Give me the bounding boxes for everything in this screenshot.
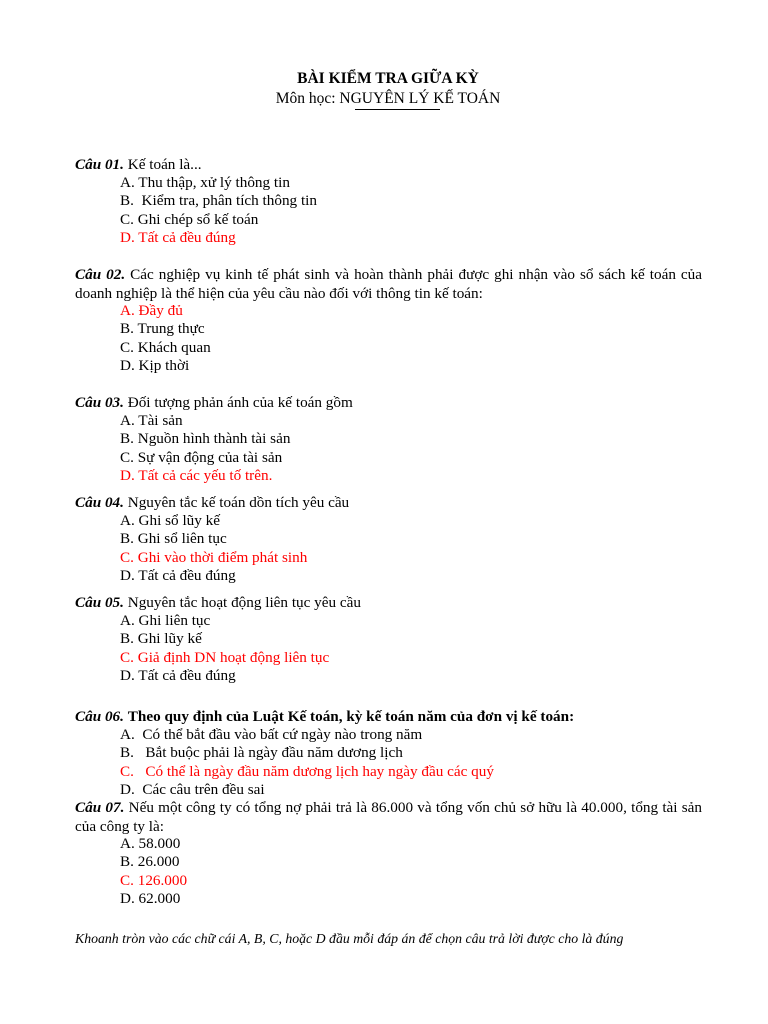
option-d-correct[interactable]: D. Tất cả đều đúng	[120, 229, 236, 247]
options-01	[120, 174, 700, 248]
subject-label: Môn học:	[275, 90, 336, 107]
option-a[interactable]: A. Thu thập, xử lý thông tin	[120, 174, 290, 191]
option-c[interactable]: C. Sự vận động của tài sản	[120, 448, 283, 466]
question-text: Nếu một công ty có tổng nợ phải trả là 86.000 và tổng vốn chủ sở hữu là 40.000, tổng tài sản của công ty là:	[75, 799, 702, 835]
options-02	[120, 302, 700, 376]
option-c[interactable]: C. Khách quan	[120, 338, 211, 356]
options-06	[120, 726, 700, 800]
question-label: Câu 01.	[75, 156, 124, 173]
option-d[interactable]: D. Kịp thời	[120, 357, 190, 375]
options-03	[120, 412, 700, 486]
subject-underline	[355, 109, 440, 110]
options-07	[120, 835, 700, 909]
option-a[interactable]: A. Ghi sổ lũy kế	[120, 512, 220, 529]
exam-title: BÀI KIỂM TRA GIỮA KỲ	[297, 70, 479, 87]
question-text: Nguyên tắc kế toán dồn tích yêu cầu	[127, 494, 350, 511]
option-d-correct[interactable]: D. Tất cả các yếu tố trên.	[120, 467, 273, 485]
question-label: Câu 03.	[75, 394, 124, 411]
question-03	[75, 394, 702, 413]
option-a[interactable]: A. Tài sản	[120, 412, 183, 429]
question-label: Câu 07.	[75, 799, 125, 816]
option-c-correct[interactable]: C. 126.000	[120, 871, 188, 889]
option-b[interactable]: B. Trung thực	[120, 320, 205, 338]
option-a[interactable]: A. 58.000	[120, 835, 181, 852]
question-text: Kế toán là...	[127, 156, 202, 173]
option-b[interactable]: B. Ghi lũy kế	[120, 630, 202, 648]
options-04	[120, 512, 700, 586]
subject-line	[0, 89, 768, 109]
option-b[interactable]: B. Kiểm tra, phân tích thông tin	[120, 192, 317, 210]
option-b[interactable]: B. Nguồn hình thành tài sản	[120, 430, 291, 448]
question-04	[75, 494, 702, 513]
question-label: Câu 05.	[75, 594, 124, 611]
option-b[interactable]: B. Bắt buộc phải là ngày đầu năm dương lịch	[120, 744, 403, 762]
question-text: Đối tượng phản ánh của kế toán gồm	[127, 394, 353, 411]
option-c[interactable]: C. Ghi chép sổ kế toán	[120, 210, 259, 228]
question-07	[75, 799, 702, 836]
option-b[interactable]: B. Ghi sổ liên tục	[120, 530, 227, 548]
option-d[interactable]: D. Tất cả đều đúng	[120, 567, 236, 585]
question-text: Theo quy định của Luật Kế toán, kỳ kế toán năm của đơn vị kế toán:	[127, 708, 575, 725]
option-c-correct[interactable]: C. Ghi vào thời điểm phát sinh	[120, 548, 308, 566]
options-05	[120, 612, 700, 686]
option-a[interactable]: A. Có thể bắt đầu vào bất cứ ngày nào trong năm	[120, 726, 423, 743]
option-d[interactable]: D. Các câu trên đều sai	[120, 781, 265, 799]
option-a[interactable]: A. Ghi liên tục	[120, 612, 211, 629]
option-c-correct[interactable]: C. Có thể là ngày đầu năm dương lịch hay ngày đầu các quý	[120, 762, 494, 780]
question-01	[75, 156, 702, 175]
option-d[interactable]: D. 62.000	[120, 890, 181, 908]
option-b[interactable]: B. 26.000	[120, 853, 180, 871]
question-label: Câu 02.	[75, 266, 126, 283]
question-label: Câu 06.	[75, 708, 124, 725]
question-06	[75, 708, 702, 727]
option-d[interactable]: D. Tất cả đều đúng	[120, 667, 236, 685]
question-05	[75, 594, 702, 613]
option-a-correct[interactable]: A. Đầy đủ	[120, 302, 183, 319]
option-c-correct[interactable]: C. Giả định DN hoạt động liên tục	[120, 648, 330, 666]
instruction-note: Khoanh tròn vào các chữ cái A, B, C, hoặc D đầu mỗi đáp án để chọn câu trả lời được cho là đúng	[75, 931, 624, 946]
question-02	[75, 266, 702, 303]
question-label: Câu 04.	[75, 494, 124, 511]
question-text: Nguyên tắc hoạt động liên tục yêu cầu	[127, 594, 361, 611]
subject-name: NGUYÊN LÝ KẾ TOÁN	[339, 90, 501, 107]
question-text: Các nghiệp vụ kinh tế phát sinh và hoàn thành phải được ghi nhận vào sổ sách kế toán của doanh nghiệp là thể hiện của yêu cầu nào đối với thông tin kế toán:	[75, 266, 703, 302]
